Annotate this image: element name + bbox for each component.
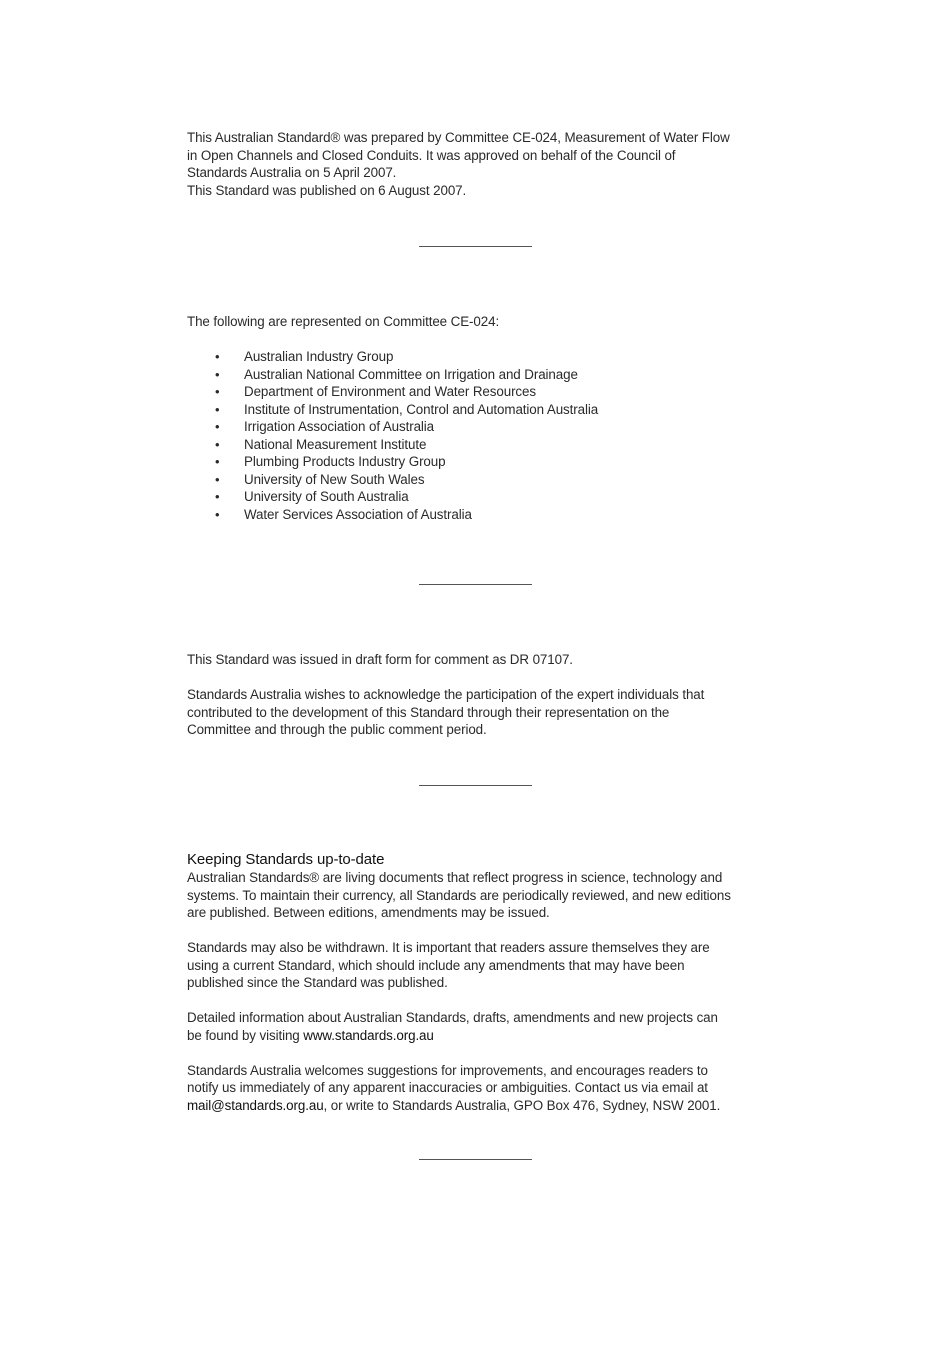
list-item: • Plumbing Products Industry Group xyxy=(215,454,446,469)
paragraph-1-line-3: are published. Between editions, amendments may be issued. xyxy=(187,905,550,920)
committee-section xyxy=(187,313,777,523)
paragraph-2-line-3: published since the Standard was published. xyxy=(187,975,448,990)
acknowledgement-line-2: contributed to the development of this Standard through their representation on the xyxy=(187,704,670,720)
section-divider-4 xyxy=(419,1159,532,1160)
bullet-icon: • xyxy=(215,454,220,469)
list-item: • National Measurement Institute xyxy=(215,436,427,452)
bullet-icon: • xyxy=(215,349,220,364)
bullet-icon: • xyxy=(215,471,220,487)
bullet-icon: • xyxy=(215,506,220,522)
list-item: • Institute of Instrumentation, Control and Automation Australia xyxy=(215,401,599,417)
section-heading: Keeping Standards up-to-date xyxy=(187,851,385,868)
list-item: • Australian Industry Group xyxy=(215,349,394,364)
contact-email-link[interactable]: mail@standards.org.au xyxy=(187,1097,324,1113)
preparation-notice xyxy=(187,129,777,199)
bullet-icon: • xyxy=(215,366,220,382)
keeping-up-to-date-section xyxy=(187,851,777,1114)
list-item: • Department of Environment and Water Resources xyxy=(215,384,536,399)
section-divider-3 xyxy=(419,785,532,786)
bullet-icon: • xyxy=(215,419,220,434)
bullet-icon: • xyxy=(215,401,220,417)
standards-website-link[interactable]: www.standards.org.au xyxy=(303,1027,434,1043)
section-divider-1 xyxy=(419,246,532,247)
paragraph-3-line-2: be found by visiting www.standards.org.au xyxy=(187,1027,434,1043)
paragraph-1-line-1: Australian Standards® are living documents that reflect progress in science, technology and xyxy=(187,870,723,885)
preparation-line-2: in Open Channels and Closed Conduits. It was approved on behalf of the Council of xyxy=(187,147,676,163)
paragraph-4-line-3: mail@standards.org.au, or write to Standards Australia, GPO Box 476, Sydney, NSW 2001. xyxy=(187,1097,721,1113)
preparation-line-1: This Australian Standard® was prepared by Committee CE-024, Measurement of Water Flow xyxy=(187,130,730,145)
paragraph-1-line-2: systems. To maintain their currency, all Standards are periodically reviewed, and new editions xyxy=(187,887,731,903)
paragraph-4-line-2: notify us immediately of any apparent inaccuracies or ambiguities. Contact us via email at xyxy=(187,1080,708,1095)
list-item: • University of South Australia xyxy=(215,489,409,504)
draft-section xyxy=(187,651,777,739)
list-item: • University of New South Wales xyxy=(215,471,425,487)
list-item: • Water Services Association of Australia xyxy=(215,506,472,522)
acknowledgement-line-1: Standards Australia wishes to acknowledge the participation of the expert individuals that xyxy=(187,687,705,702)
draft-issued-note: This Standard was issued in draft form for comment as DR 07107. xyxy=(187,652,573,667)
preparation-line-3: Standards Australia on 5 April 2007. xyxy=(187,165,397,180)
bullet-icon: • xyxy=(215,436,220,452)
bullet-icon: • xyxy=(215,384,220,399)
section-divider-2 xyxy=(419,584,532,585)
committee-intro: The following are represented on Committee CE-024: xyxy=(187,314,500,329)
publication-date: This Standard was published on 6 August 2007. xyxy=(187,182,467,198)
bullet-icon: • xyxy=(215,489,220,504)
committee-member-list xyxy=(187,348,777,523)
paragraph-2-line-1: Standards may also be withdrawn. It is important that readers assure themselves they are xyxy=(187,940,710,955)
paragraph-2-line-2: using a current Standard, which should include any amendments that may have been xyxy=(187,957,685,973)
list-item: • Australian National Committee on Irrigation and Drainage xyxy=(215,366,578,382)
list-item: • Irrigation Association of Australia xyxy=(215,419,435,434)
paragraph-4-line-1: Standards Australia welcomes suggestions for improvements, and encourages readers to xyxy=(187,1062,708,1078)
paragraph-3-line-1: Detailed information about Australian Standards, drafts, amendments and new projects can xyxy=(187,1010,718,1025)
acknowledgement-line-3: Committee and through the public comment period. xyxy=(187,722,487,737)
